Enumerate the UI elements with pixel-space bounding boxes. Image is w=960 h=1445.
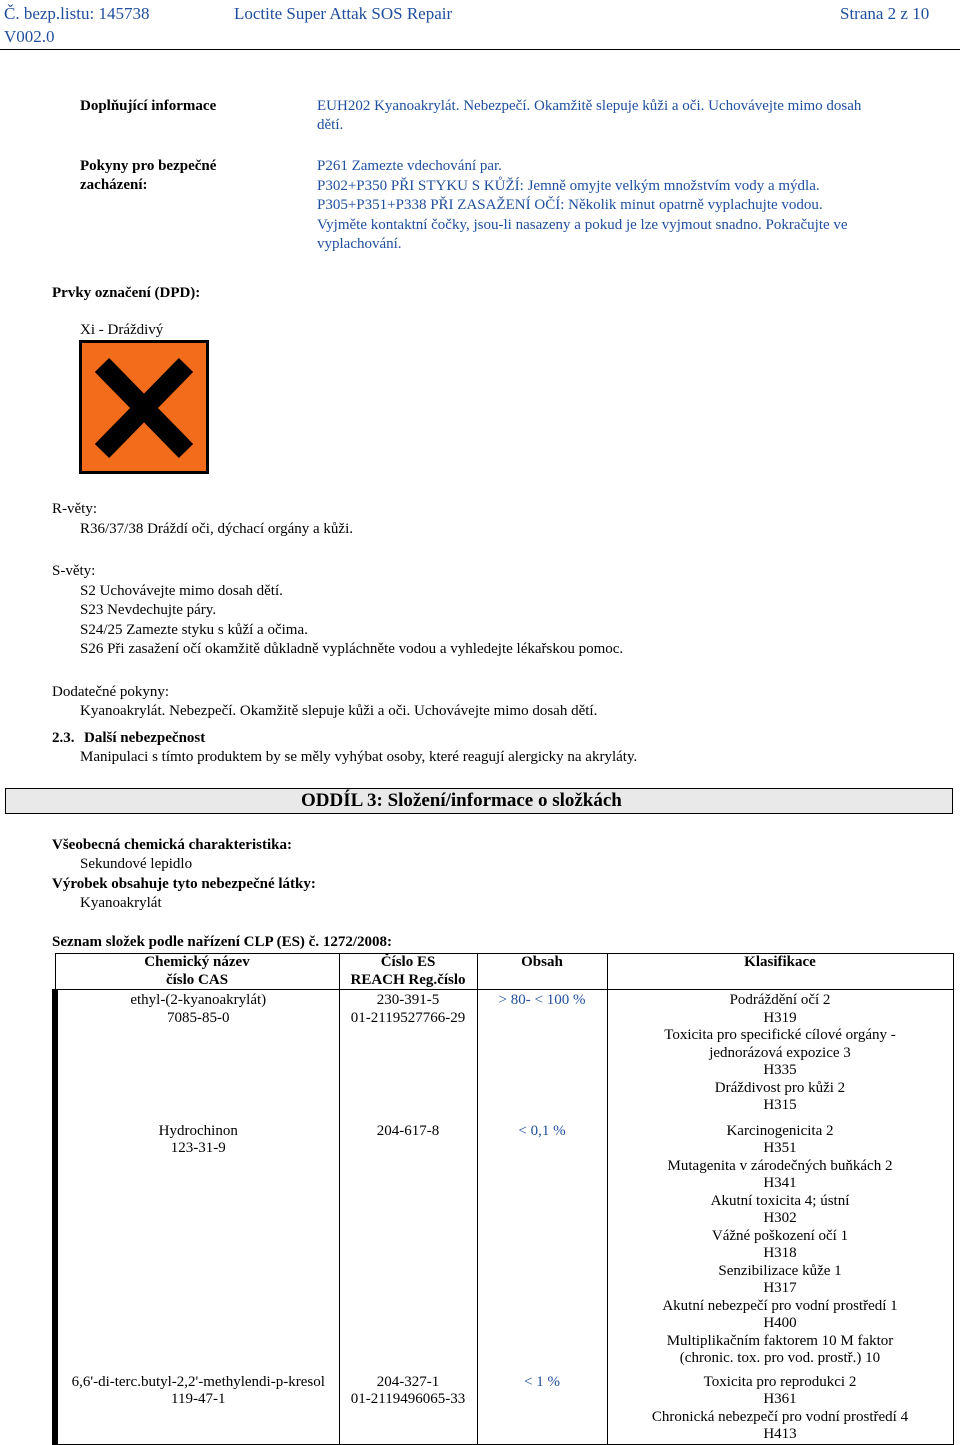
component-cas: 123-31-9 (170, 1140, 226, 1156)
classification-line: Chronická nebezpečí pro vodní prostředí 4 (651, 1408, 909, 1425)
classification-line: (chronic. tox. pro vod. prostř.) 10 (679, 1350, 881, 1366)
component-es: 204-617-8 (376, 1122, 440, 1139)
component-classification (607, 1123, 953, 1374)
classification-line: H319 (763, 1009, 797, 1026)
s-phrases-heading: S-věty: (52, 563, 96, 579)
component-es-cell (339, 1374, 477, 1445)
components-table-title: Seznam složek podle nařízení CLP (ES) č. 1272/2008: (52, 934, 392, 950)
classification-line: H341 (763, 1175, 797, 1191)
s-phrase: S23 Nevdechujte páry. (80, 602, 217, 618)
hazardous-substances-value: Kyanoakrylát (80, 895, 162, 911)
sds-number: Č. bezp.listu: 145738 (4, 4, 150, 23)
precaution-line: P305+P351+P338 PŘI ZASAŽENÍ OČÍ: Několik minut opatrně vyplachujte vodou. (317, 197, 823, 213)
component-name: 6,6'-di-terc.butyl-2,2'-methylendi-p-kresol (71, 1373, 325, 1390)
s-phrase: S2 Uchovávejte mimo dosah dětí. (80, 583, 283, 599)
classification-line: Toxicita pro reprodukci 2 (703, 1373, 857, 1390)
component-content: < 1 % (477, 1374, 607, 1445)
header-rule (0, 49, 960, 50)
table-row (55, 990, 953, 1123)
classification-line: H413 (763, 1426, 797, 1442)
classification-line: jednorázová expozice 3 (709, 1044, 851, 1061)
classification-line: H351 (763, 1140, 797, 1156)
table-row (55, 1123, 953, 1374)
chemical-characteristic-value: Sekundové lepidlo (80, 856, 193, 872)
precaution-line: Vyjměte kontaktní čočky, jsou-li nasazeny a pokud je lze vyjmout snadno. Pokračujte ve (317, 217, 848, 233)
product-name: Loctite Super Attak SOS Repair (234, 4, 453, 23)
hazard-symbol-label: Xi - Dráždivý (80, 322, 164, 338)
header-content: Obsah (477, 954, 607, 990)
page-number: Strana 2 z 10 (840, 4, 930, 23)
additional-heading: Dodatečné pokyny: (52, 684, 170, 700)
version: V002.0 (4, 27, 55, 46)
classification-line: Mutagenita v zárodečných buňkách 2 (667, 1157, 893, 1174)
other-hazards-number: 2.3. (52, 730, 75, 746)
classification-line: Podráždění očí 2 (729, 992, 831, 1008)
precautions-label-1: Pokyny pro bezpečné (80, 158, 217, 174)
classification-line: Toxicita pro specifické cílové orgány - (664, 1027, 896, 1043)
component-name-cell (55, 1123, 339, 1374)
classification-line: Dráždivost pro kůži 2 (714, 1079, 846, 1096)
component-reach: 01-2119496065-33 (350, 1391, 466, 1407)
classification-line: H335 (763, 1062, 797, 1078)
header-chemical-name (55, 954, 339, 990)
classification-line: Karcinogenicita 2 (726, 1122, 834, 1139)
supplemental-text-2: dětí. (317, 117, 344, 133)
s-phrase: S24/25 Zamezte styku s kůží a očima. (80, 622, 308, 638)
component-es: 230-391-5 (376, 992, 440, 1008)
component-reach: 01-2119527766-29 (350, 1009, 466, 1026)
component-cas: 119-47-1 (171, 1391, 226, 1407)
header-name-line-2: číslo CAS (165, 971, 229, 988)
supplemental-label: Doplňující informace (80, 98, 217, 114)
classification-line: H317 (763, 1280, 797, 1296)
additional-text: Kyanoakrylát. Nebezpečí. Okamžitě slepuje kůži a oči. Uchovávejte mimo dosah dětí. (80, 703, 598, 719)
chemical-characteristic-label: Všeobecná chemická charakteristika: (52, 837, 292, 853)
header-es-line-1: Číslo ES (380, 954, 436, 970)
dpd-heading: Prvky označení (DPD): (52, 285, 201, 301)
classification-line: H318 (763, 1245, 797, 1261)
s-phrase: S26 Při zasažení očí okamžitě důkladně vypláchněte vodou a vyhledejte lékařskou pomoc. (80, 641, 624, 657)
irritant-hazard-icon (79, 340, 209, 474)
r-phrases-heading: R-věty: (52, 501, 97, 517)
component-classification (607, 1374, 953, 1445)
component-name-cell (55, 990, 339, 1123)
classification-line: Multiplikačním faktorem 10 M faktor (666, 1332, 894, 1349)
header-es-number (339, 954, 477, 990)
component-name: Hydrochinon (158, 1122, 238, 1139)
classification-line: Vážné poškození očí 1 (711, 1227, 849, 1244)
header-es-line-2: REACH Reg.číslo (350, 971, 466, 988)
components-table (52, 953, 954, 1445)
component-es: 204-327-1 (376, 1373, 440, 1390)
hazardous-substances-label: Výrobek obsahuje tyto nebezpečné látky: (52, 876, 316, 892)
precautions-label-2: zacházení: (80, 177, 148, 193)
classification-line: Senzibilizace kůže 1 (718, 1262, 842, 1279)
component-name-cell (55, 1374, 339, 1445)
other-hazards-text: Manipulaci s tímto produktem by se měly vyhýbat osoby, které reagují alergicky na akryláty. (80, 749, 638, 765)
precaution-line: vyplachování. (317, 236, 402, 252)
supplemental-text-1: EUH202 Kyanoakrylát. Nebezpečí. Okamžitě slepuje kůži a oči. Uchovávejte mimo dosah (317, 98, 862, 114)
table-row (55, 1374, 953, 1445)
table-header-row (55, 954, 953, 990)
component-classification (607, 990, 953, 1123)
precaution-line: P302+P350 PŘI STYKU S KŮŽÍ: Jemně omyjte velkým množstvím vody a mýdla. (317, 178, 820, 194)
precaution-line: P261 Zamezte vdechování par. (317, 158, 502, 174)
section-3-title: ODDÍL 3: Složení/informace o složkách (301, 790, 622, 811)
classification-line: H400 (763, 1315, 797, 1331)
component-es-cell (339, 990, 477, 1123)
component-cas: 7085-85-0 (167, 1009, 230, 1026)
classification-line: H315 (763, 1097, 797, 1113)
component-es-cell (339, 1123, 477, 1374)
classification-line: H302 (763, 1210, 797, 1226)
r-phrase: R36/37/38 Dráždí oči, dýchací orgány a kůži. (80, 521, 353, 537)
component-content: < 0,1 % (477, 1123, 607, 1374)
component-content: > 80- < 100 % (477, 990, 607, 1123)
classification-line: H361 (763, 1391, 797, 1407)
classification-line: Akutní toxicita 4; ústní (710, 1192, 850, 1209)
classification-line: Akutní nebezpečí pro vodní prostředí 1 (662, 1297, 898, 1314)
header-name-line-1: Chemický název (144, 954, 250, 970)
header-classification: Klasifikace (607, 954, 953, 990)
component-name: ethyl-(2-kyanoakrylát) (130, 992, 267, 1008)
other-hazards-title: Další nebezpečnost (84, 730, 206, 746)
